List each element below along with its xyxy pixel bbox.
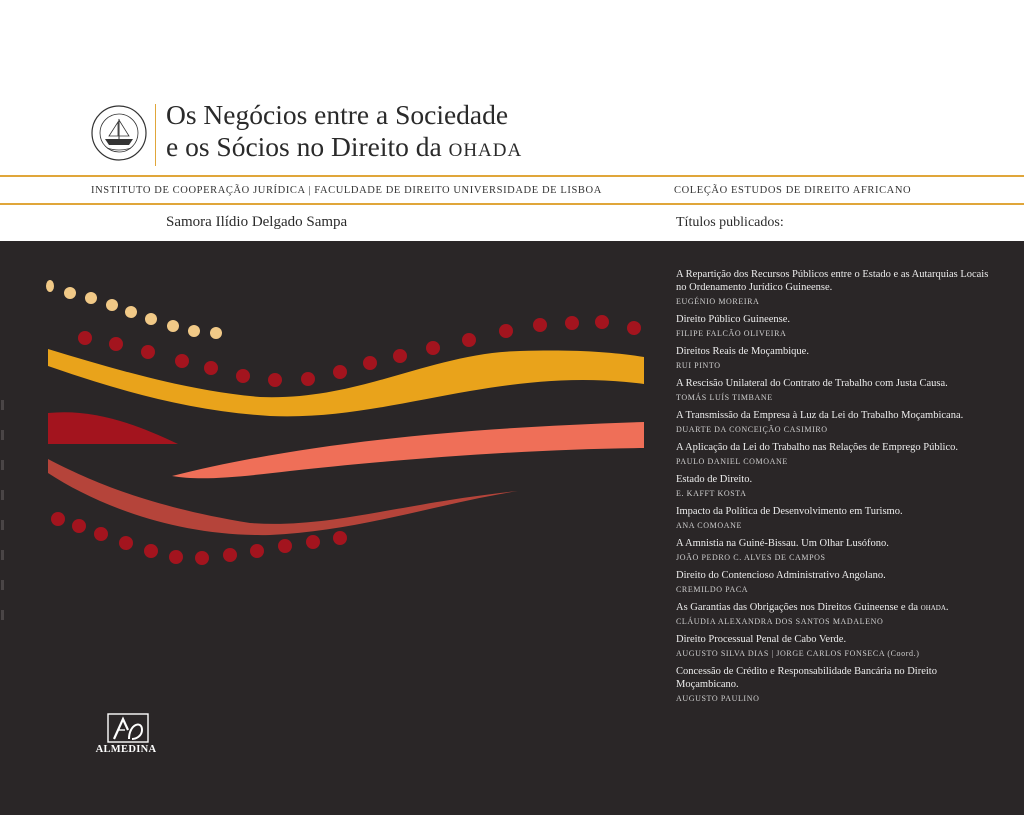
publication-author: E. KAFFT KOSTA: [676, 489, 747, 498]
list-item: [676, 441, 996, 467]
list-item: [676, 665, 996, 704]
cream-dots: [46, 280, 222, 339]
book-title: [166, 99, 522, 163]
gold-rule-bottom: [0, 203, 1024, 205]
publication-title: A Rescisão Unilateral do Contrato de Trabalho com Justa Causa.: [676, 378, 948, 389]
gold-rule-top: [0, 175, 1024, 177]
red-spike: [48, 412, 178, 444]
publication-title: Direito Processual Penal de Cabo Verde.: [676, 634, 847, 645]
book-title-line1: Os Negócios entre a Sociedade: [166, 99, 509, 130]
orange-wave: [48, 349, 644, 416]
list-item: [676, 601, 996, 627]
publication-title: Concessão de Crédito e Responsabilidade Bancária no Direito Moçambicano.: [676, 666, 937, 690]
publication-author: RUI PINTO: [676, 361, 721, 370]
publication-author: JOÃO PEDRO C. ALVES DE CAMPOS: [676, 553, 826, 562]
titles-heading: Títulos publicados:: [676, 215, 784, 230]
cover-header: [0, 0, 1024, 241]
list-item: [676, 345, 996, 371]
publication-title: A Amnistia na Guiné-Bissau. Um Olhar Lusófono.: [676, 538, 889, 549]
book-title-ohada: ohada: [448, 131, 523, 162]
publication-title-end: .: [945, 602, 949, 613]
publication-author: PAULO DANIEL COMOANE: [676, 457, 788, 466]
publication-title: A Repartição dos Recursos Públicos entre o Estado e as Autarquias Locais no Ordenamento Jurídico Guineense.: [676, 269, 989, 293]
book-author: Samora Ilídio Delgado Sampa: [166, 214, 348, 230]
book-title-line2: [166, 131, 522, 163]
publication-author: EUGÉNIO MOREIRA: [676, 297, 760, 306]
wave-artwork: [0, 241, 660, 581]
list-item: [676, 537, 996, 563]
publication-title: [676, 601, 996, 614]
publication-title: A Aplicação da Lei do Trabalho nas Relações de Emprego Público.: [676, 442, 958, 453]
list-item: [676, 377, 996, 403]
list-item: [676, 633, 996, 659]
institution-line: INSTITUTO DE COOPERAÇÃO JURÍDICA | FACULDADE DE DIREITO UNIVERSIDADE DE LISBOA: [91, 185, 602, 196]
collection-name: COLEÇÃO ESTUDOS DE DIREITO AFRICANO: [674, 185, 912, 196]
salmon-wave: [172, 422, 644, 478]
spine-edge-marks: [0, 400, 6, 630]
publication-author: CREMILDO PACA: [676, 585, 749, 594]
list-item: [676, 505, 996, 531]
publication-author: CLÁUDIA ALEXANDRA DOS SANTOS MADALENO: [676, 617, 884, 626]
publication-author: ANA COMOANE: [676, 521, 742, 530]
list-item: [676, 409, 996, 435]
publication-title: A Transmissão da Empresa à Luz da Lei do Trabalho Moçambicana.: [676, 410, 964, 421]
publication-title: Direitos Reais de Moçambique.: [676, 346, 809, 357]
list-item: [676, 473, 996, 499]
publication-author: AUGUSTO PAULINO: [676, 694, 760, 703]
publication-title: Direito Público Guineense.: [676, 314, 791, 325]
publication-author: FILIPE FALCÃO OLIVEIRA: [676, 329, 787, 338]
publications-list: [676, 268, 996, 710]
publisher-name: ALMEDINA: [95, 744, 157, 755]
book-title-line2-prefix: e os Sócios no Direito da: [166, 131, 449, 162]
publication-title: Impacto da Política de Desenvolvimento em Turismo.: [676, 506, 903, 517]
publication-author: TOMÁS LUÍS TIMBANE: [676, 393, 773, 402]
list-item: [676, 313, 996, 339]
university-seal-icon: [91, 105, 147, 161]
title-divider: [155, 104, 156, 166]
publication-author: DUARTE DA CONCEIÇÃO CASIMIRO: [676, 425, 828, 434]
publication-title: Direito do Contencioso Administrativo Angolano.: [676, 570, 886, 581]
publication-title-text: As Garantias das Obrigações nos Direitos Guineense e da: [676, 602, 921, 613]
publication-title-ohada: ohada: [920, 602, 946, 613]
list-item: [676, 569, 996, 595]
publication-author: AUGUSTO SILVA DIAS | JORGE CARLOS FONSECA (Coord.): [676, 649, 920, 658]
list-item: [676, 268, 996, 307]
publication-title: Estado de Direito.: [676, 474, 753, 485]
